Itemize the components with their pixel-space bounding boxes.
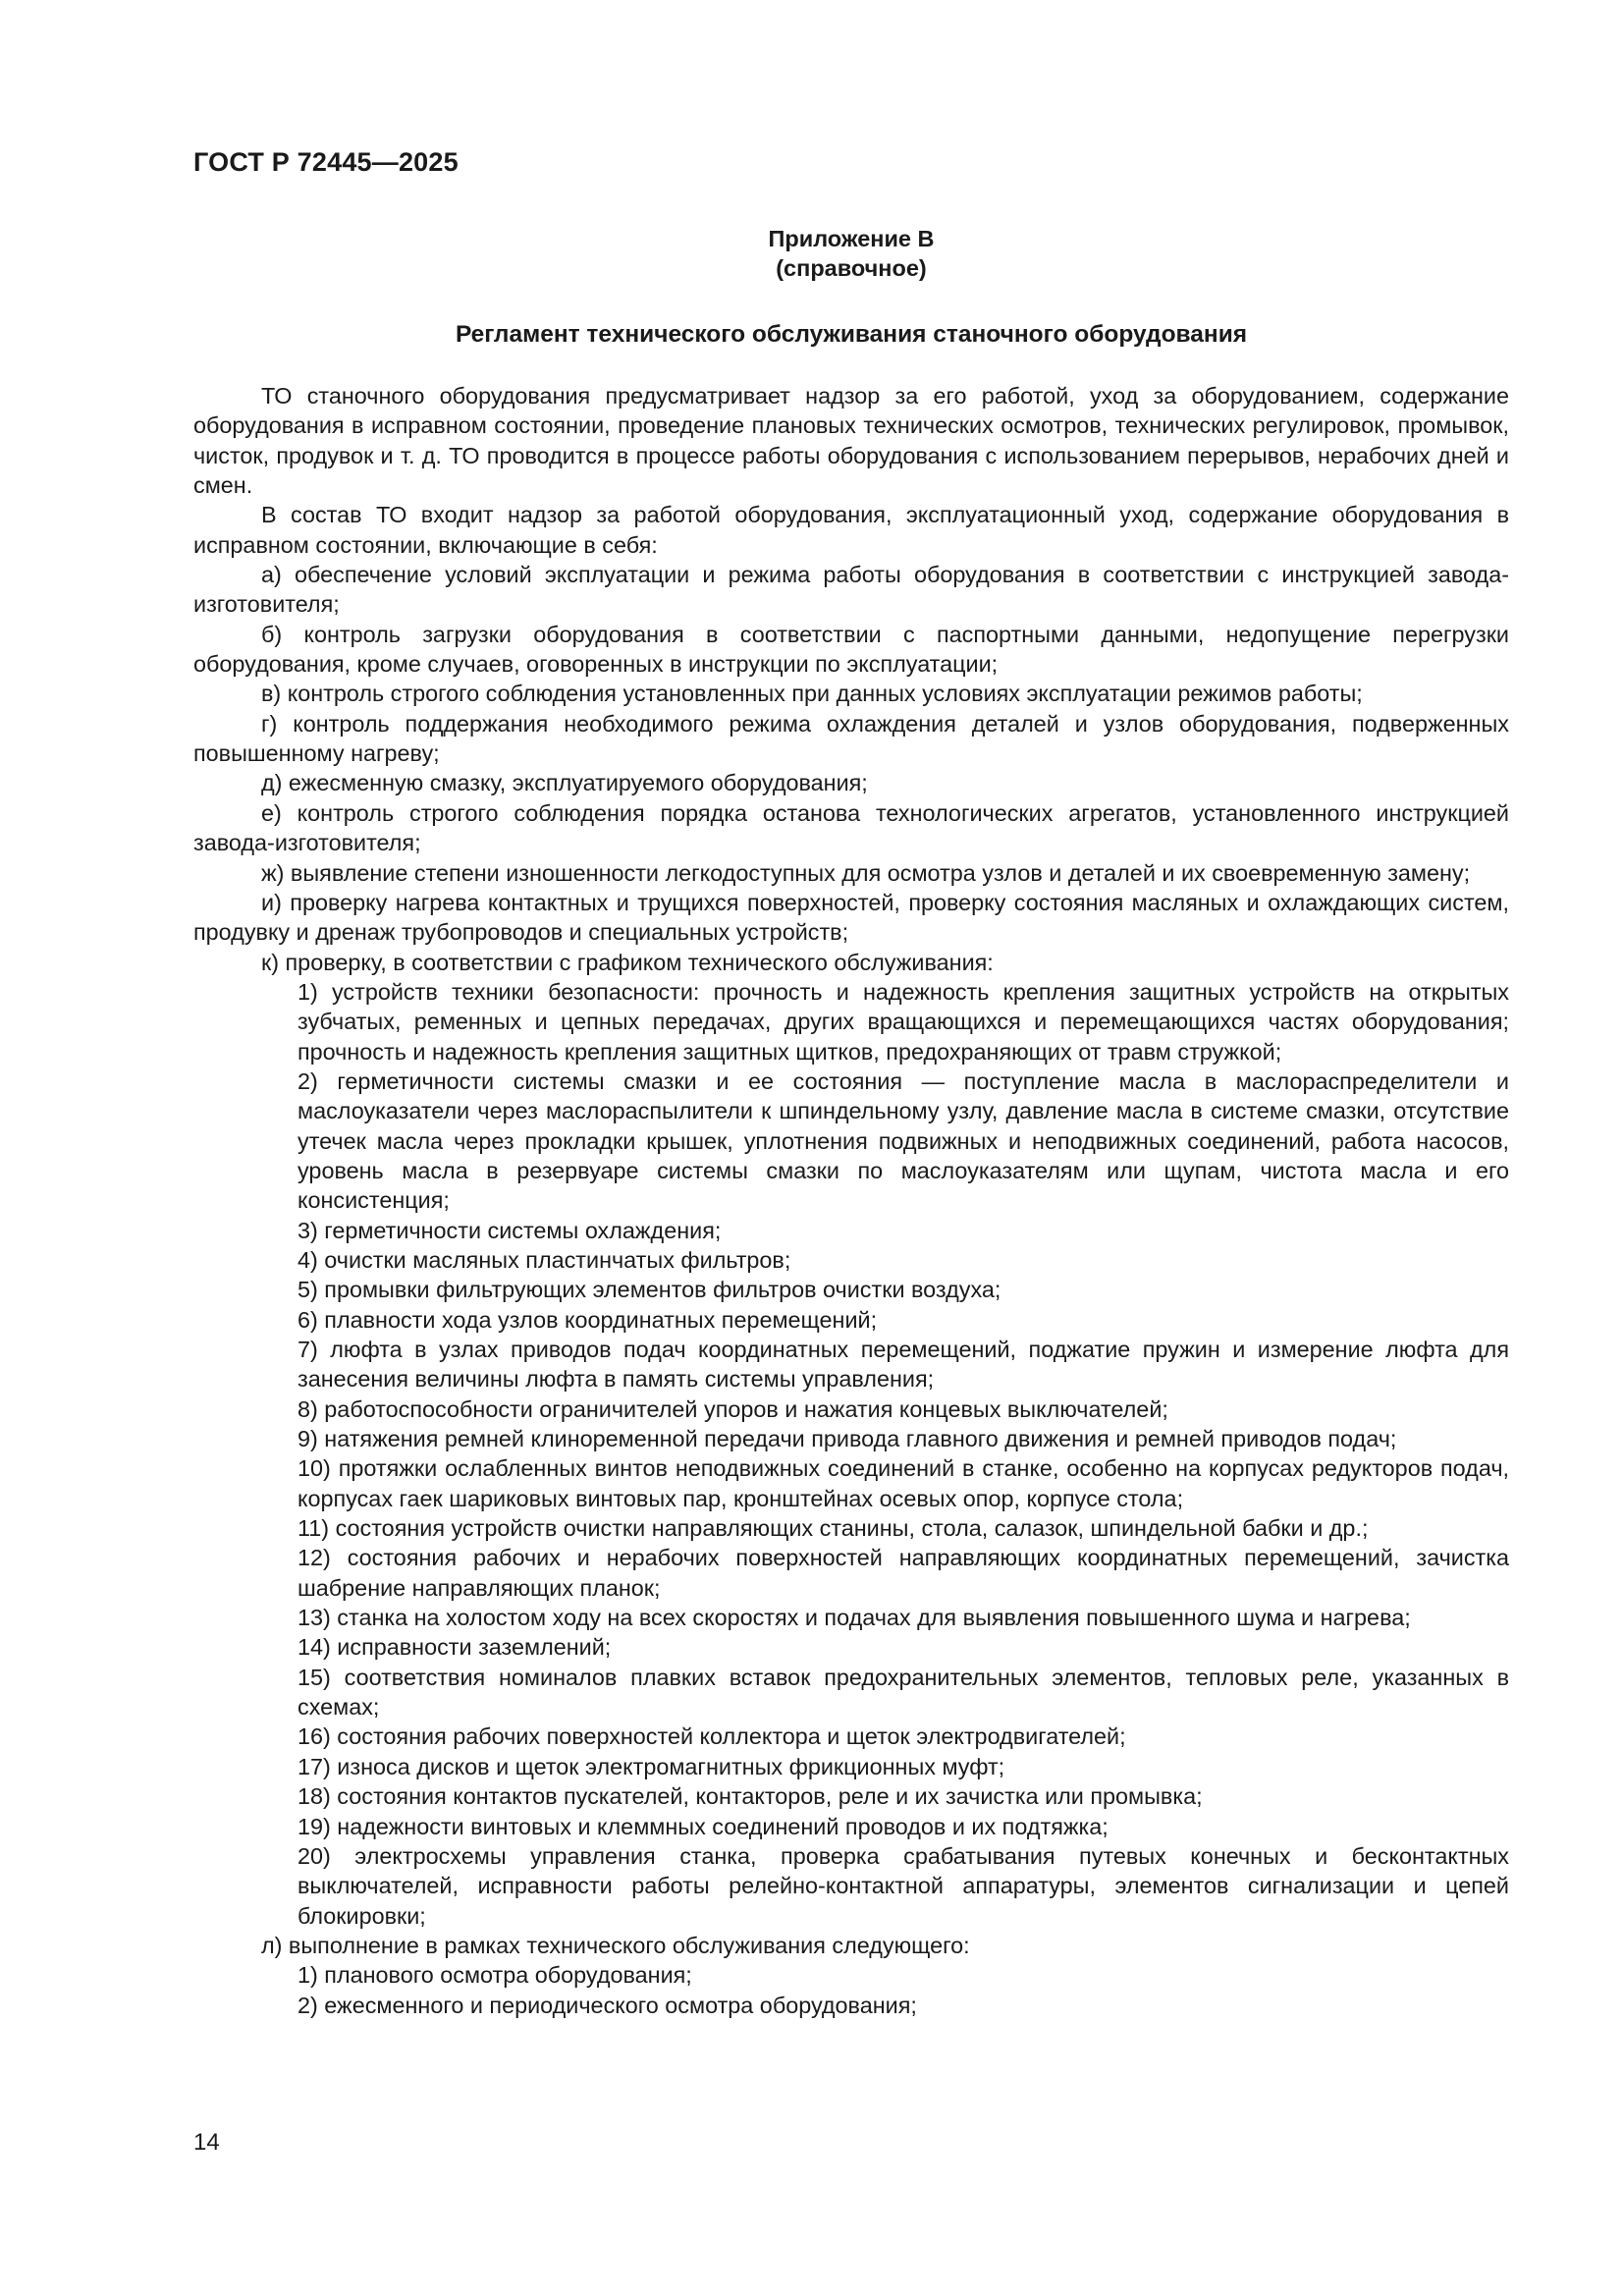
sub-list-item: 10) протяжки ослабленных винтов неподвижных соединений в станке, особенно на корпусах редукторов подач, корпусах гаек шариковых винтовых пар, кронштейнах осевых опор, корпусе стола; bbox=[298, 1455, 1509, 1511]
sub-list-item: 11) состояния устройств очистки направляющих станины, стола, салазок, шпиндельной бабки и др.; bbox=[298, 1515, 1369, 1542]
sub-list-item: 1) устройств техники безопасности: прочность и надежность крепления защитных устройств на открытых зубчатых, ременных и цепных передачах, других вращающихся и перемещающихся частях оборудования; прочность и надежность крепления защитных щитков, предохраняющих от травм стружкой; bbox=[298, 978, 1509, 1065]
paragraph: В состав ТО входит надзор за работой оборудования, эксплуатационный уход, содержание оборудования в исправном состоянии, включающие в себя: bbox=[193, 502, 1509, 558]
sub-list-item: 16) состояния рабочих поверхностей коллектора и щеток электродвигателей; bbox=[298, 1723, 1126, 1750]
sub-list-item: 1) планового осмотра оборудования; bbox=[298, 1962, 692, 1989]
sub-list-item: 9) натяжения ремней клиноременной передачи привода главного движения и ремней приводов подач; bbox=[298, 1426, 1397, 1452]
sub-list-item: 2) ежесменного и периодического осмотра оборудования; bbox=[298, 1992, 917, 2018]
appendix-heading bbox=[193, 224, 1509, 283]
sub-list-item: 13) станка на холостом ходу на всех скоростях и подачах для выявления повышенного шума и нагрева; bbox=[298, 1605, 1411, 1631]
appendix-status: (справочное) bbox=[776, 255, 927, 281]
paragraph: в) контроль строгого соблюдения установленных при данных условиях эксплуатации режимов работы; bbox=[261, 681, 1363, 707]
sub-list-item: 6) плавности хода узлов координатных перемещений; bbox=[298, 1306, 878, 1333]
document-code: ГОСТ Р 72445—2025 bbox=[193, 147, 459, 177]
sub-list-item: 4) очистки масляных пластинчатых фильтров; bbox=[298, 1246, 791, 1273]
sub-list-item: 17) износа дисков и щеток электромагнитных фрикционных муфт; bbox=[298, 1753, 1005, 1779]
paragraph: ТО станочного оборудования предусматривает надзор за его работой, уход за оборудованием, содержание оборудования в исправном состоянии, проведение плановых технических осмотров, технических регулировок, промывок, чисток, продувок и т. д. ТО проводится в процессе работы оборудования с использованием перерывов, нерабочих дней и смен. bbox=[193, 383, 1509, 499]
paragraph: ж) выявление степени изношенности легкодоступных для осмотра узлов и деталей и их своевременную замену; bbox=[261, 859, 1471, 886]
body-text bbox=[193, 381, 1509, 2020]
paragraph: г) контроль поддержания необходимого режима охлаждения деталей и узлов оборудования, подверженных повышенному нагреву; bbox=[193, 710, 1509, 767]
appendix-title: Регламент технического обслуживания станочного оборудования bbox=[455, 321, 1248, 348]
sub-list-item: 15) соответствия номиналов плавких вставок предохранительных элементов, тепловых реле, указанных в схемах; bbox=[298, 1664, 1509, 1721]
sub-list-item: 7) люфта в узлах приводов подач координатных перемещений, поджатие пружин и измерение люфта для занесения величины люфта в память системы управления; bbox=[298, 1337, 1509, 1393]
paragraph: е) контроль строгого соблюдения порядка останова технологических агрегатов, установленного инструкцией завода-изготовителя; bbox=[193, 799, 1509, 856]
sub-list-item: 8) работоспособности ограничителей упоров и нажатия концевых выключателей; bbox=[298, 1395, 1168, 1422]
appendix-name: Приложение В bbox=[768, 226, 935, 251]
sub-list-item: 2) герметичности системы смазки и ее состояния — поступление масла в маслораспределители и маслоуказатели через маслораспылители к шпиндельному узлу, давление масла в системе смазки, отсутствие утечек масла через прокладки крышек, уплотнения подвижных и неподвижных соединений, работа насосов, уровень масла в резервуаре системы смазки по маслоуказателям или щупам, чистота масла и его консистенция; bbox=[298, 1067, 1509, 1214]
paragraph: и) проверку нагрева контактных и трущихся поверхностей, проверку состояния масляных и охлаждающих систем, продувку и дренаж трубопроводов и специальных устройств; bbox=[193, 889, 1509, 946]
sub-list-item: 14) исправности заземлений; bbox=[298, 1634, 612, 1661]
paragraph: к) проверку, в соответствии с графиком технического обслуживания: bbox=[261, 949, 994, 975]
paragraph: л) выполнение в рамках технического обслуживания следующего: bbox=[261, 1932, 970, 1958]
sub-list-item: 20) электросхемы управления станка, проверка срабатывания путевых конечных и бесконтактных выключателей, исправности работы релейно-контактной аппаратуры, элементов сигнализации и цепей блокировки; bbox=[298, 1842, 1509, 1929]
sub-list-item: 5) промывки фильтрующих элементов фильтров очистки воздуха; bbox=[298, 1277, 1001, 1303]
sub-list-item: 12) состояния рабочих и нерабочих поверхностей направляющих координатных перемещений, зачистка шабрение направляющих планок; bbox=[298, 1545, 1509, 1601]
sub-list-item: 18) состояния контактов пускателей, контакторов, реле и их зачистка или промывка; bbox=[298, 1783, 1203, 1810]
sub-list-item: 19) надежности винтовых и клеммных соединений проводов и их подтяжка; bbox=[298, 1813, 1109, 1839]
sub-list-item: 3) герметичности системы охлаждения; bbox=[298, 1217, 722, 1243]
paragraph: а) обеспечение условий эксплуатации и режима работы оборудования в соответствии с инструкцией завода-изготовителя; bbox=[193, 562, 1509, 618]
paragraph: б) контроль загрузки оборудования в соответствии с паспортными данными, недопущение перегрузки оборудования, кроме случаев, оговоренных в инструкции по эксплуатации; bbox=[193, 621, 1509, 678]
page-number: 14 bbox=[193, 2129, 220, 2156]
paragraph: д) ежесменную смазку, эксплуатируемого оборудования; bbox=[261, 770, 868, 796]
